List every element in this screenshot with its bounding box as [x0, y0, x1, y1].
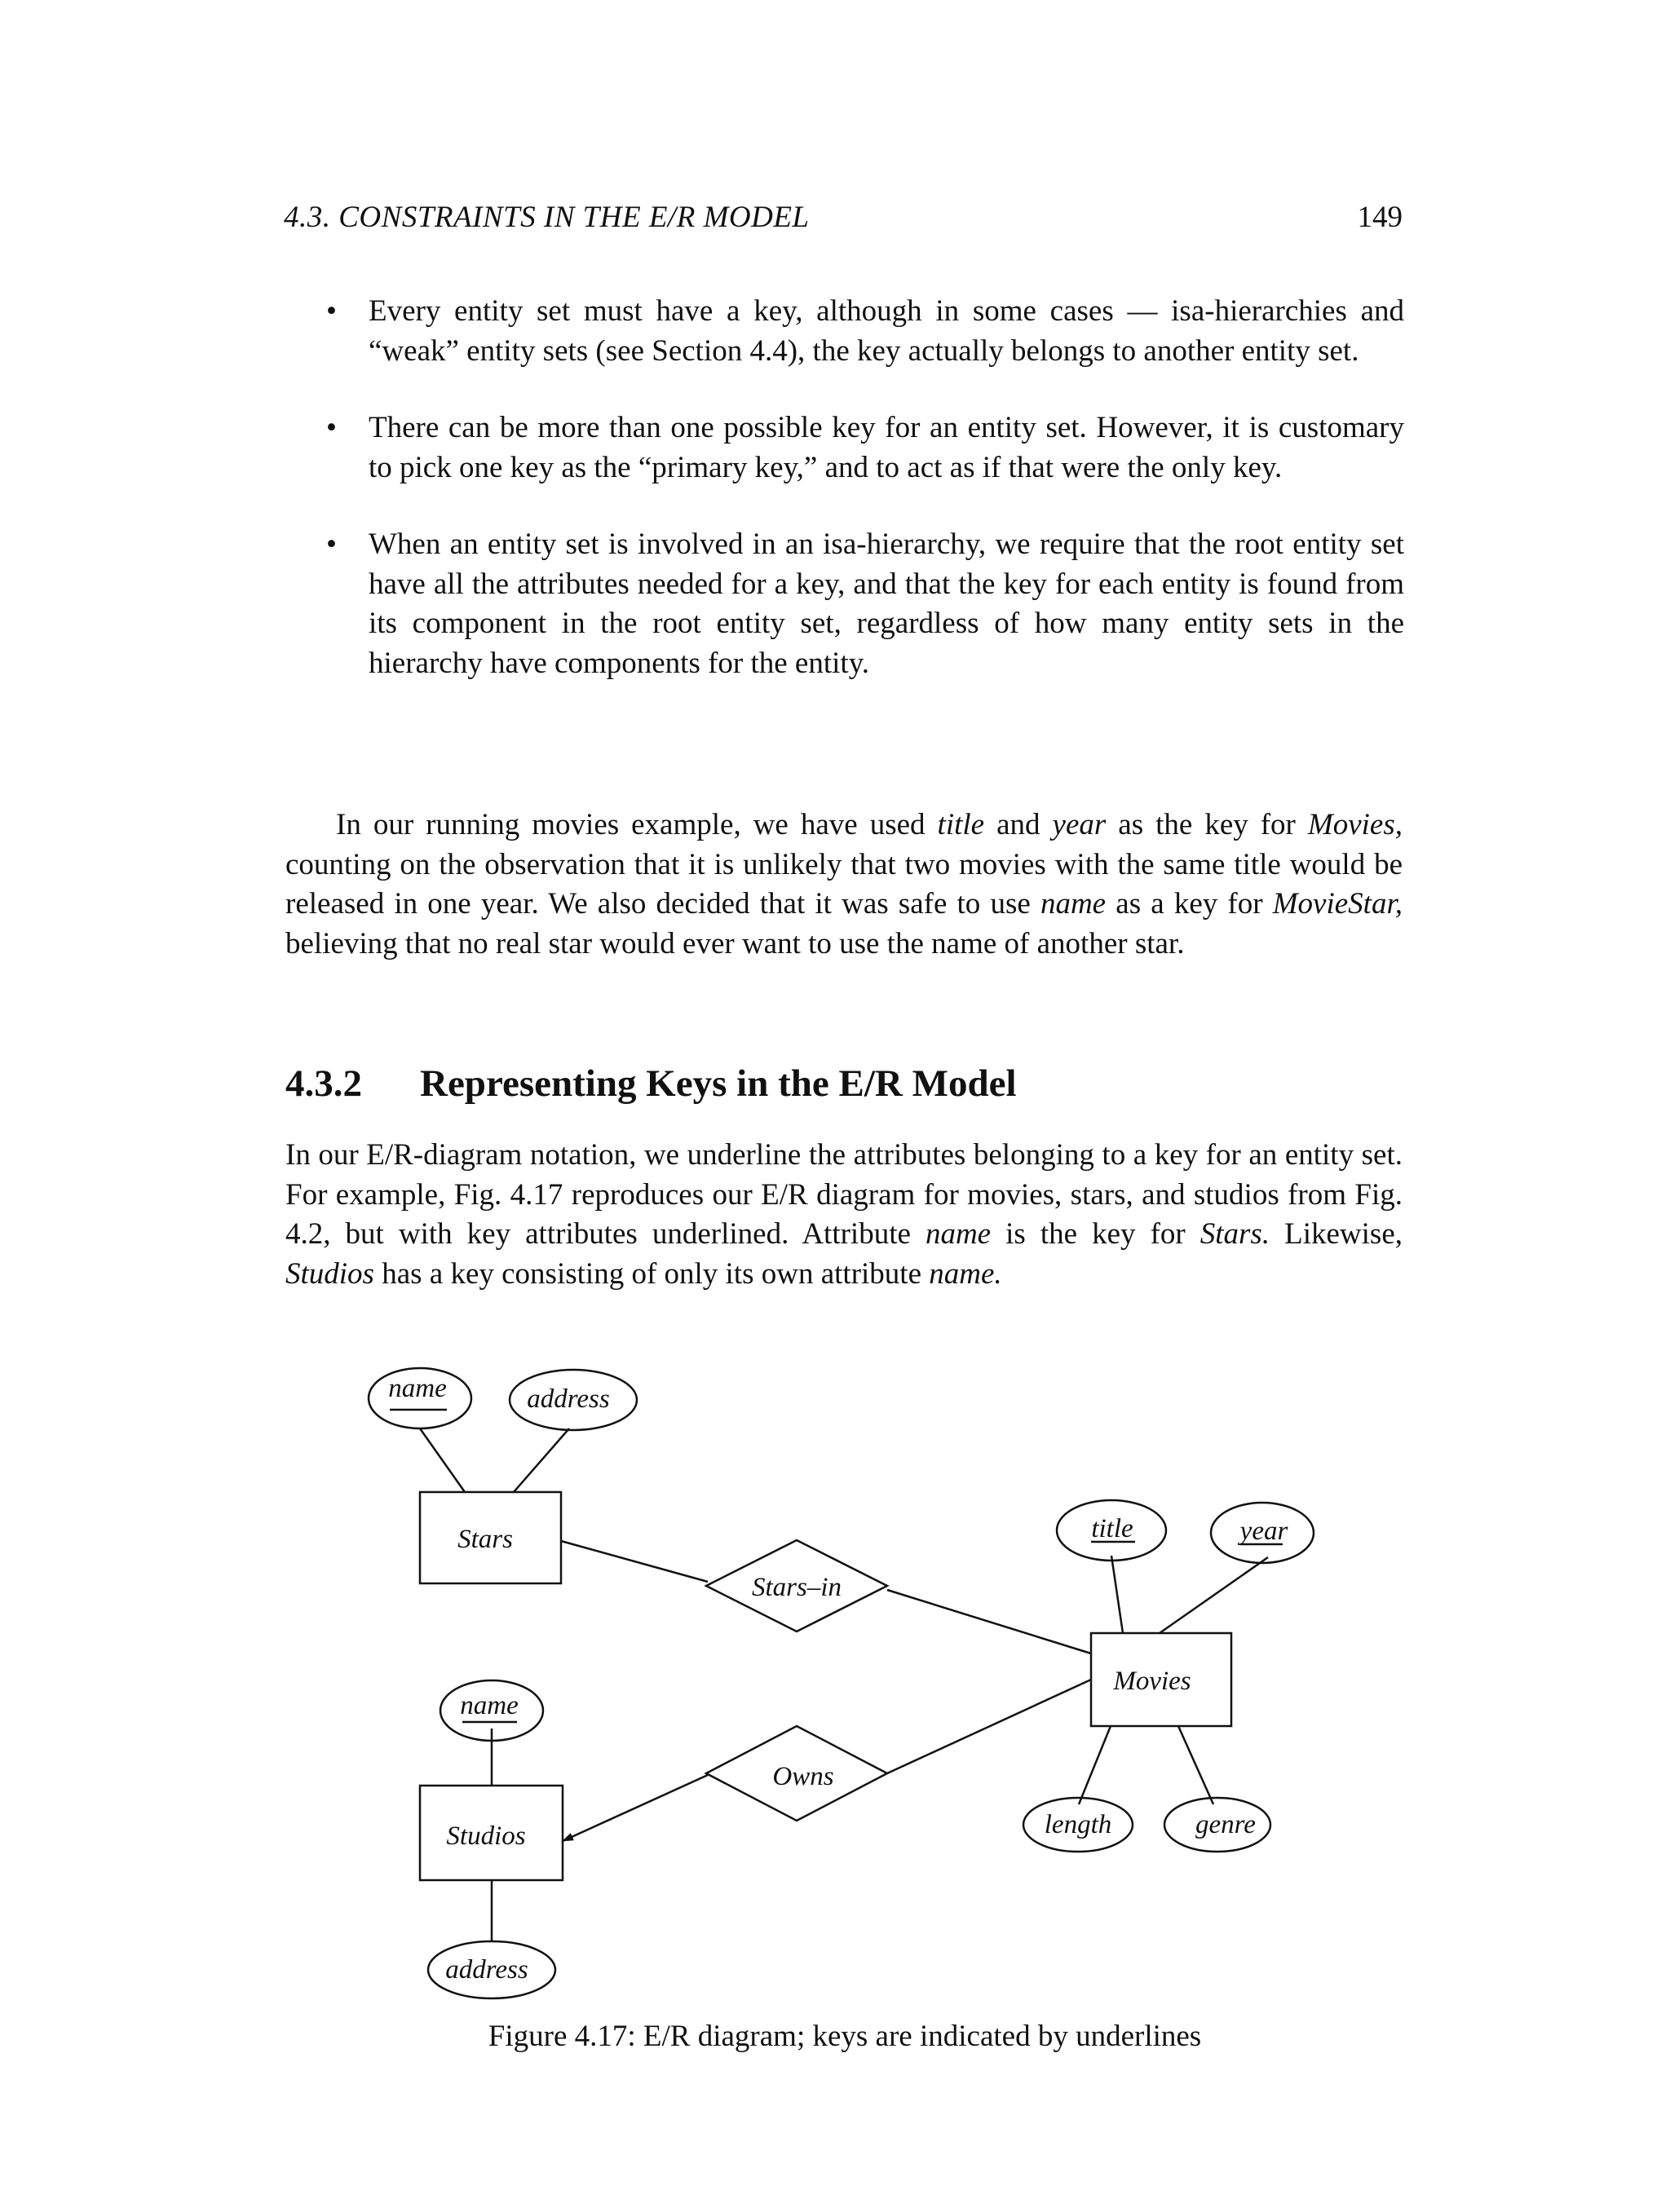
- label-movies-length: length: [1044, 1810, 1112, 1839]
- label-studios: Studios: [446, 1821, 526, 1851]
- bullet-item: • Every entity set must have a key, although in some cases — isa-hierarchies and “weak” entity sets (see Section 4.4), the key actually belongs to another entity set.: [326, 292, 1404, 371]
- edge-owns-studios: [563, 1775, 708, 1841]
- edge-starsin-movies: [887, 1590, 1091, 1653]
- figure-caption: Figure 4.17: E/R diagram; keys are indicated by underlines: [488, 2020, 1202, 2053]
- bullet-item: • When an entity set is involved in an isa-hierarchy, we require that the root entity set have all the attributes needed for a key, and that the key for each entity is found from its component in the root entity set, regardless of how many entity sets in the hierarchy have components for the entity.: [326, 525, 1404, 683]
- edge-stars-name: [420, 1428, 465, 1492]
- edge-stars-address: [514, 1428, 569, 1492]
- edge-stars-starsin: [561, 1541, 708, 1582]
- label-owns: Owns: [772, 1762, 834, 1791]
- paragraph-notation: In our E/R-diagram notation, we underline the attributes belonging to a key for an entity set. For example, Fig. 4.17 reproduces our E/R diagram for movies, stars, and studios from Fig. 4.2, but with key attributes underlined. Attribute name is the key for Stars. Likewise, Studios has a key consisting of only its own attribute name.: [285, 1138, 1403, 1291]
- bullet-item: • There can be more than one possible key for an entity set. However, it is customary to pick one key as the “primary key,” and to act as if that were the only key.: [326, 408, 1404, 488]
- label-stars: Stars: [457, 1525, 513, 1554]
- edge-movies-length: [1079, 1726, 1111, 1804]
- label-stars-in: Stars–in: [751, 1573, 842, 1602]
- page-number: 149: [1357, 201, 1403, 234]
- section-title: Representing Keys in the E/R Model: [420, 1062, 1017, 1105]
- label-movies-genre: genre: [1195, 1810, 1256, 1839]
- edge-movies-year: [1160, 1557, 1268, 1633]
- label-studios-address: address: [445, 1955, 528, 1985]
- label-movies-year: year: [1239, 1517, 1288, 1546]
- label-movies: Movies: [1113, 1667, 1191, 1696]
- label-studios-name: name: [460, 1691, 519, 1720]
- edge-movies-owns: [887, 1680, 1091, 1773]
- label-movies-title: title: [1091, 1514, 1133, 1543]
- label-stars-address: address: [527, 1384, 610, 1414]
- section-number: 4.3.2: [285, 1062, 362, 1105]
- label-stars-name: name: [388, 1374, 447, 1403]
- paragraph-keys-example: In our running movies example, we have used title and year as the key for Movies, counting on the observation that it is unlikely that two movies with the same title would be released in one year. We also decided that it was safe to use name as a key for MovieStar, believing that no real star would ever want to use the name of another star.: [285, 808, 1403, 960]
- running-head: 4.3. CONSTRAINTS IN THE E/R MODEL: [284, 201, 810, 234]
- edge-movies-title: [1111, 1556, 1123, 1633]
- edge-movies-genre: [1178, 1726, 1213, 1804]
